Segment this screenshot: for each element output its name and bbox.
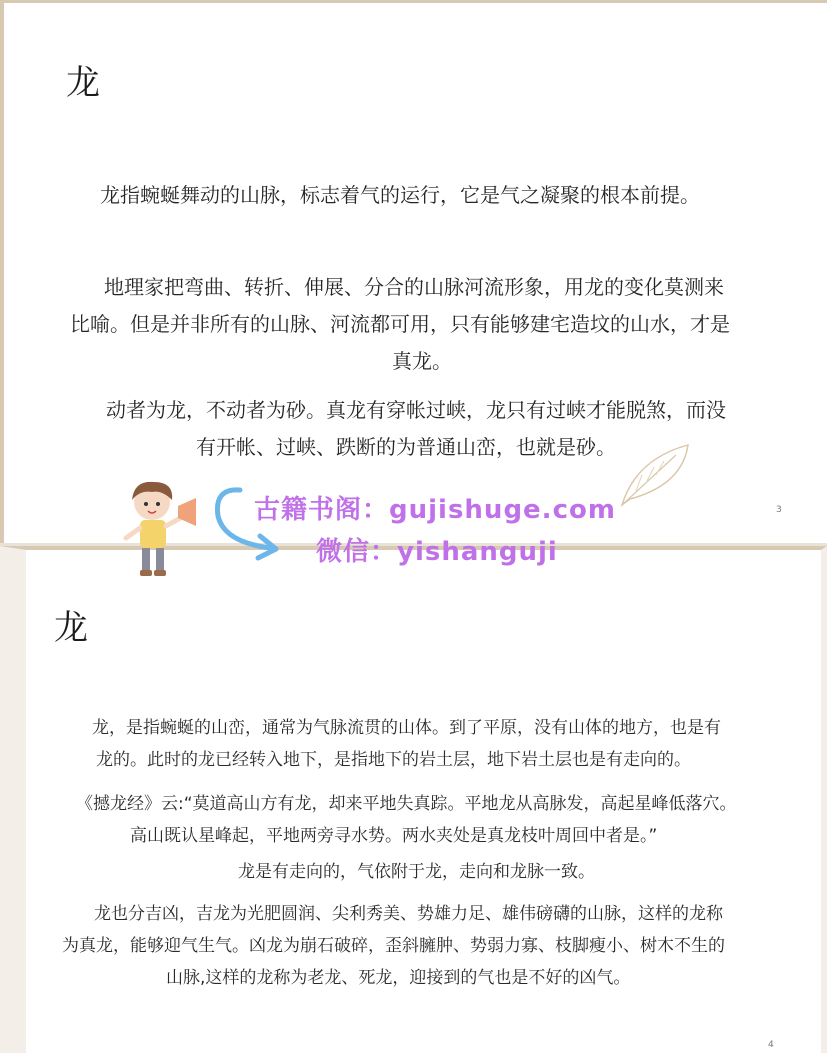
paragraph-line: 龙，是指蜿蜒的山峦，通常为气脉流贯的山体。到了平原，没有山体的地方，也是有 [92,718,721,738]
watermark-wechat-text: 微信：yishanguji [316,537,558,567]
paragraph-line: 有开帐、过峡、跌断的为普通山峦，也就是砂。 [196,435,616,459]
paragraph-line: 比喻。但是并非所有的山脉、河流都可用，只有能够建宅造坟的山水，才是 [70,312,730,336]
paragraph-line: 山脉,这样的龙称为老龙、死龙，迎接到的气也是不好的凶气。 [166,968,631,988]
paragraph-line: 《撼龙经》云:“莫道高山方有龙，却来平地失真踪。平地龙从高脉发，高起星峰低落穴。 [76,794,737,814]
paragraph-line: 真龙。 [392,349,452,373]
page-title: 龙 [54,608,88,648]
page-number: 3 [776,505,782,515]
page-title: 龙 [66,63,100,103]
paragraph-line: 龙的。此时的龙已经转入地下，是指地下的岩土层，地下岩土层也是有走向的。 [96,750,691,770]
paragraph-line: 龙指蜿蜒舞动的山脉，标志着气的运行，它是气之凝聚的根本前提。 [100,183,700,207]
paragraph-line: 为真龙，能够迎气生气。凶龙为崩石破碎，歪斜臃肿、势弱力寡、枝脚瘦小、树木不生的 [62,936,725,956]
page-number: 4 [768,1040,774,1050]
cartoon-character-icon [118,476,202,580]
paragraph-line: 高山既认星峰起，平地两旁寻水势。两水夹处是真龙枝叶周回中者是。” [130,826,658,846]
paragraph-line: 龙也分吉凶，吉龙为光肥圆润、尖利秀美、势雄力足、雄伟磅礴的山脉，这样的龙称 [94,904,723,924]
document-page-2 [0,546,827,1053]
leaf-decoration-icon [616,439,696,509]
paragraph-line: 地理家把弯曲、转折、伸展、分合的山脉河流形象，用龙的变化莫测来 [104,275,724,299]
watermark-site-text: 古籍书阁：gujishuge.com [254,495,616,525]
paragraph-line: 动者为龙，不动者为砂。真龙有穿帐过峡，龙只有过峡才能脱煞，而没 [106,398,726,422]
paragraph-line: 龙是有走向的，气依附于龙，走向和龙脉一致。 [238,862,595,882]
